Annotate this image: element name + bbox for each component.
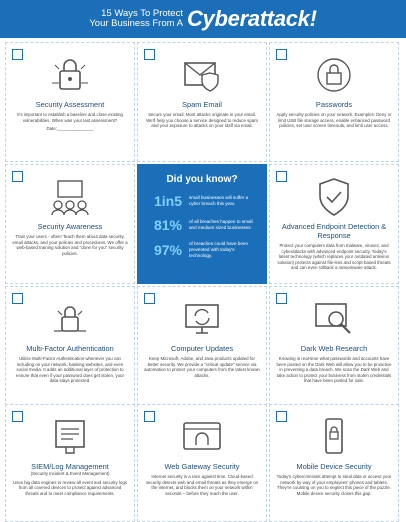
card-description: Secure your email. Most attacks originate in your email. We'll help you choose a service designed to reduce spam and your exposure to attacks on your staff via email. xyxy=(146,112,258,129)
header-banner xyxy=(0,0,406,38)
checkbox[interactable] xyxy=(276,293,287,304)
card-description: Internet security is a race against time. Cloud-based security detects web and email threats as they emerge on the internet, and blocks them on your network within seconds – before they reach the user. xyxy=(145,474,259,496)
card-title: Spam Email xyxy=(182,100,222,109)
checkbox[interactable] xyxy=(12,293,23,304)
card-subtitle: (Security Incident & Event Management) xyxy=(30,471,110,476)
stat-text: of breaches could have been prevented with today's technology. xyxy=(189,241,248,258)
checkbox[interactable] xyxy=(276,411,287,422)
checkbox[interactable] xyxy=(144,293,155,304)
mobile-security-icon xyxy=(312,415,356,459)
training-users-icon xyxy=(48,175,92,219)
header-subtitle-line1: 15 Ways To Protect xyxy=(101,8,183,19)
card-title: SIEM/Log Management xyxy=(31,462,109,471)
checklist-card xyxy=(5,42,135,162)
email-shield-icon xyxy=(180,53,224,97)
did-you-know-title: Did you know? xyxy=(166,174,238,185)
mfa-lock-icon xyxy=(48,297,92,341)
card-description: Knowing in real-time what passwords and accounts have been posted on the Dark Web will allow you to be proactive in preventing a data breach. We scan the Dark Web and take action to protect your business from stolen credentials that have been posted for sale. xyxy=(276,356,392,384)
checklist-card xyxy=(269,286,399,406)
card-title: Passwords xyxy=(315,100,353,109)
card-description: Protect your computers data from malware, viruses, and cyberattacks with advanced endpoint security. Today's latest technology (which replaces your outdated antivirus solution) protects against file-less and script-based threats and can even rollback a ransomware attack. xyxy=(277,243,391,271)
card-title: Advanced Endpoint Detection & Response xyxy=(281,222,387,240)
card-description: Keep Microsoft, Adobe, and Java products updated for better security. We provide a "critical update" service via automation to protect your computers from the latest known attacks. xyxy=(144,356,260,378)
card-description: Today's cybercriminals attempt to steal data or access your network by way of your employees' phones and tablets. They're counting on you to neglect this piece of the puzzle. Mobile device security closes this gap. xyxy=(276,474,392,496)
endpoint-shield-icon xyxy=(312,175,356,219)
checkbox[interactable] xyxy=(276,49,287,60)
stat-number: 1in5 xyxy=(153,193,182,209)
checklist-card xyxy=(5,404,135,522)
did-you-know-panel xyxy=(137,164,267,284)
checklist-card xyxy=(5,286,135,406)
card-description: Train your users - often! Teach them about data security, email attacks, and your policies and procedures. We offer a web-based training solution and "done for you" security policies. xyxy=(12,234,128,256)
checklist-card xyxy=(5,164,135,284)
card-description: Utilize Multi-Factor Authentication whenever you can including on your network, banking websites, and even social media. It adds an additional layer of protection to ensure that even if your password does get stolen, your data stays protected. xyxy=(16,356,124,384)
card-description: Uses big data engines to review all event and security logs from all covered devices to protect against advanced threats and to meet compliance requirements. xyxy=(13,479,127,496)
checklist-card xyxy=(137,42,267,162)
stat-text: of all breaches happen to small and medium sized businesses. xyxy=(189,219,253,230)
header-title: Cyberattack! xyxy=(186,6,317,31)
stat-row xyxy=(147,217,257,233)
password-key-icon xyxy=(312,53,356,97)
checklist-card xyxy=(269,404,399,522)
card-description: Apply security policies on your network. Examples: Deny or limit USB file storage access, enable enhanced password policies, set user screen timeouts, and limit user access. xyxy=(276,112,392,129)
checkbox[interactable] xyxy=(276,171,287,182)
card-title: Web Gateway Security xyxy=(164,462,240,471)
padlock-icon xyxy=(48,53,92,97)
header-subtitle-line2: Your Business From A xyxy=(89,18,183,29)
siem-log-icon xyxy=(48,415,92,459)
checkbox[interactable] xyxy=(12,411,23,422)
card-title: Security Assessment xyxy=(35,100,105,109)
checklist-card xyxy=(269,164,399,284)
stat-row xyxy=(147,193,257,209)
stat-text: small businesses will suffer a cyber breach this year. xyxy=(189,195,249,206)
card-title: Mobile Device Security xyxy=(296,462,372,471)
checklist-card xyxy=(137,286,267,406)
checklist-card xyxy=(269,42,399,162)
computer-update-icon xyxy=(180,297,224,341)
stat-row xyxy=(147,241,257,258)
card-description: It's important to establish a baseline and close existing vulnerabilities. When was your last assessment? xyxy=(17,112,123,123)
checklist-card xyxy=(137,404,267,522)
card-title: Security Awareness xyxy=(37,222,103,231)
checkbox[interactable] xyxy=(144,411,155,422)
stat-number: 81% xyxy=(153,217,183,233)
checkbox[interactable] xyxy=(12,171,23,182)
web-gateway-icon xyxy=(180,415,224,459)
checkbox[interactable] xyxy=(12,49,23,60)
header-subtitle xyxy=(89,9,183,29)
checkbox[interactable] xyxy=(144,49,155,60)
dark-web-icon xyxy=(312,297,356,341)
stat-number: 97% xyxy=(153,241,183,258)
card-title: Computer Updates xyxy=(170,344,234,353)
card-title: Dark Web Research xyxy=(300,344,368,353)
date-field[interactable]: Date:_______________ xyxy=(46,126,94,132)
card-title: Multi-Factor Authentication xyxy=(26,344,114,353)
